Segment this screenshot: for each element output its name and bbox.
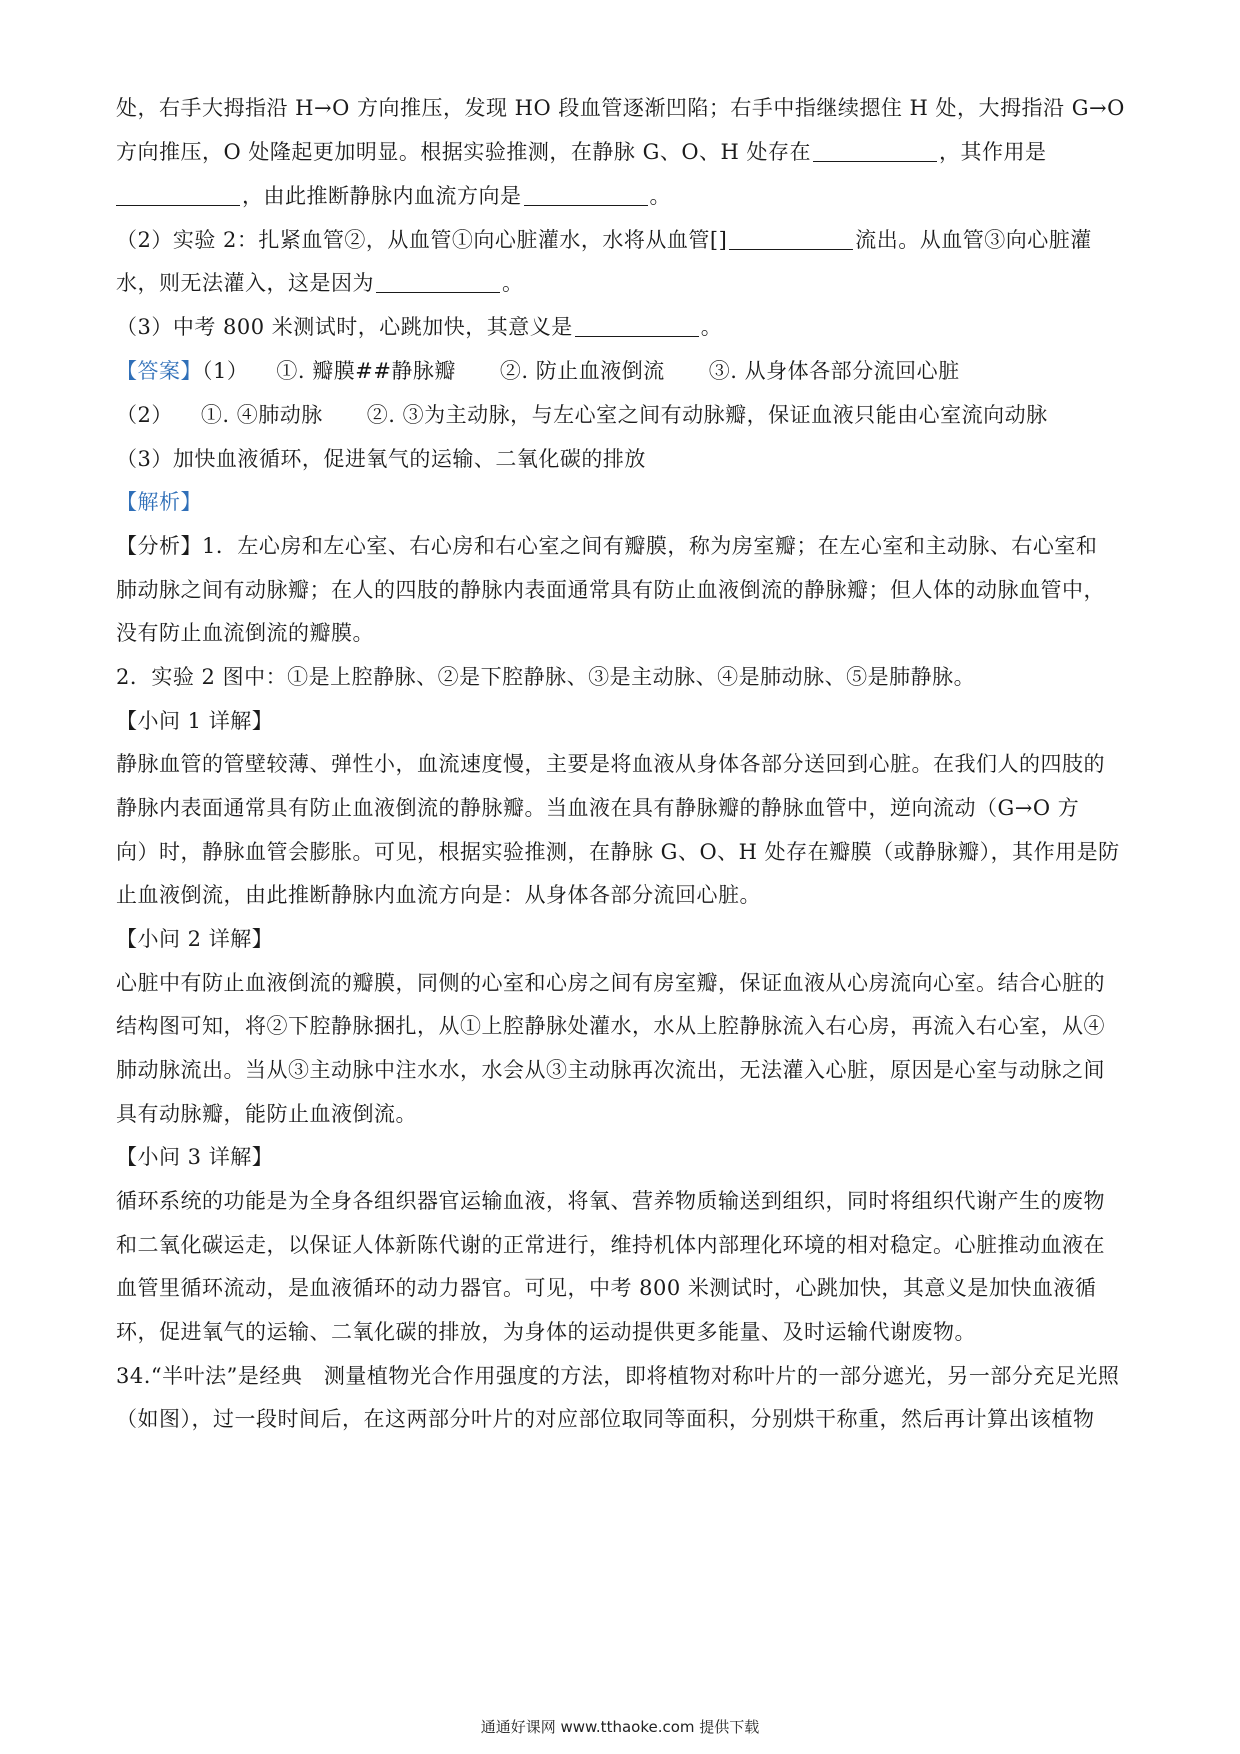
analysis-line-4: 2．实验 2 图中：①是上腔静脉、②是下腔静脉、③是主动脉、④是肺动脉、⑤是肺静脉。 xyxy=(116,665,976,689)
answer-1-part-1: ①. 瓣膜##静脉瓣 xyxy=(276,359,456,383)
subquestion-1-title: 【小问 1 详解】 xyxy=(116,709,274,733)
subquestion-3-title: 【小问 3 详解】 xyxy=(116,1145,274,1169)
answer-blank[interactable] xyxy=(376,270,500,293)
answer-line-2 xyxy=(116,400,1126,430)
answer-1-number: （1） xyxy=(202,359,249,383)
subquestion-3-line-1: 循环系统的功能是为全身各组织器官运输血液，将氧、营养物质输送到组织，同时将组织代谢产生的废物 xyxy=(116,1189,1105,1213)
subquestion-2-line-3: 肺动脉流出。当从③主动脉中注水水，水会从③主动脉再次流出，无法灌入心脏，原因是心室与动脉之间 xyxy=(116,1058,1105,1082)
subquestion-1-line-1: 静脉血管的管壁较薄、弹性小，血流速度慢，主要是将血液从身体各部分送回到心脏。在我们人的四肢的 xyxy=(116,752,1105,776)
analysis-line-2: 肺动脉之间有动脉瓣；在人的四肢的静脉内表面通常具有防止血液倒流的静脉瓣；但人体的动脉血管中， xyxy=(116,578,1105,602)
subquestion-2-line-1: 心脏中有防止血液倒流的瓣膜，同侧的心室和心房之间有房室瓣，保证血液从心房流向心室。结合心脏的 xyxy=(116,971,1105,995)
subquestion-3-line-3: 血管里循环流动，是血液循环的动力器官。可见，中考 800 米测试时，心跳加快，其意义是加快血液循 xyxy=(116,1276,1097,1300)
answer-line-1 xyxy=(116,356,1126,386)
q33-line-6-tail: 。 xyxy=(700,315,723,339)
answer-1-part-2: ②. 防止血液倒流 xyxy=(499,359,665,383)
q33-line-6 xyxy=(116,312,1126,342)
subquestion-3-line-4: 环，促进氧气的运输、二氧化碳的排放，为身体的运动提供更多能量、及时运输代谢废物。 xyxy=(116,1320,976,1344)
analysis-line-3: 没有防止血流倒流的瓣膜。 xyxy=(116,621,374,645)
page-footer: 通通好课网 www.tthaoke.com 提供下载 xyxy=(480,1718,760,1736)
q33-line-1: 处，右手大拇指沿 H→O 方向推压，发现 HO 段血管逐渐凹陷；右手中指继续摁住 H 处，大拇指沿 G→O xyxy=(116,96,1125,120)
analysis-line-1: 【分析】1．左心房和左心室、右心房和右心室之间有瓣膜，称为房室瓣；在左心室和主动脉、右心室和 xyxy=(116,534,1098,558)
analysis-tag: 【解析】 xyxy=(116,490,202,514)
subquestion-3-line-2: 和二氧化碳运走，以保证人体新陈代谢的正常进行，维持机体内部理化环境的相对稳定。心脏推动血液在 xyxy=(116,1233,1105,1257)
subquestion-2-title: 【小问 2 详解】 xyxy=(116,927,274,951)
q33-line-2-tail: ，其作用是 xyxy=(939,140,1047,164)
answer-blank[interactable] xyxy=(575,314,699,337)
answer-1-part-3: ③. 从身体各部分流回心脏 xyxy=(708,359,960,383)
q33-line-4 xyxy=(116,225,1126,255)
q33-line-3 xyxy=(116,181,1126,211)
answer-blank[interactable] xyxy=(729,227,853,250)
answer-2-part-1: ①. ④肺动脉 xyxy=(200,403,323,427)
subquestion-1-line-2: 静脉内表面通常具有防止血液倒流的静脉瓣。当血液在具有静脉瓣的静脉血管中，逆向流动（G→O 方 xyxy=(116,796,1080,820)
subquestion-2-line-4: 具有动脉瓣，能防止血液倒流。 xyxy=(116,1102,417,1126)
answer-2-part-2: ②. ③为主动脉，与左心室之间有动脉瓣，保证血液只能由心室流向动脉 xyxy=(366,403,1048,427)
answer-blank[interactable] xyxy=(116,183,240,206)
answer-tag: 【答案】 xyxy=(116,359,202,383)
q33-line-4-tail: 流出。从血管③向心脏灌 xyxy=(855,228,1092,252)
q33-line-6-text: （3）中考 800 米测试时，心跳加快，其意义是 xyxy=(116,315,573,339)
q33-line-4-text: （2）实验 2：扎紧血管②，从血管①向心脏灌水，水将从血管[] xyxy=(116,228,728,252)
q34-line-2: （如图），过一段时间后，在这两部分叶片的对应部位取同等面积，分别烘干称重，然后再计算出该植物 xyxy=(116,1407,1095,1431)
q33-line-3-text: ，由此推断静脉内血流方向是 xyxy=(242,184,522,208)
q33-line-5-tail: 。 xyxy=(502,271,524,295)
answer-blank[interactable] xyxy=(813,139,937,162)
subquestion-1-line-3: 向）时，静脉血管会膨胀。可见，根据实验推测，在静脉 G、O、H 处存在瓣膜（或静脉瓣），其作用是防 xyxy=(116,840,1120,864)
q33-line-2 xyxy=(116,137,1126,167)
subquestion-1-line-4: 止血液倒流，由此推断静脉内血流方向是：从身体各部分流回心脏。 xyxy=(116,883,761,907)
q33-line-5-text: 水，则无法灌入，这是因为 xyxy=(116,271,374,295)
q33-line-2-text: 方向推压，O 处隆起更加明显。根据实验推测，在静脉 G、O、H 处存在 xyxy=(116,140,812,164)
subquestion-2-line-2: 结构图可知，将②下腔静脉捆扎，从①上腔静脉处灌水，水从上腔静脉流入右心房，再流入右心室，从④ xyxy=(116,1014,1105,1038)
answer-2-number: （2） xyxy=(116,403,173,427)
q33-line-5 xyxy=(116,268,1126,298)
answer-line-3: （3）加快血液循环，促进氧气的运输、二氧化碳的排放 xyxy=(116,447,646,471)
q34-line-1: 34.“半叶法”是经典 测量植物光合作用强度的方法，即将植物对称叶片的一部分遮光，另一部分充足光照 xyxy=(116,1364,1120,1388)
q33-line-3-tail: 。 xyxy=(649,184,671,208)
answer-blank[interactable] xyxy=(524,183,648,206)
